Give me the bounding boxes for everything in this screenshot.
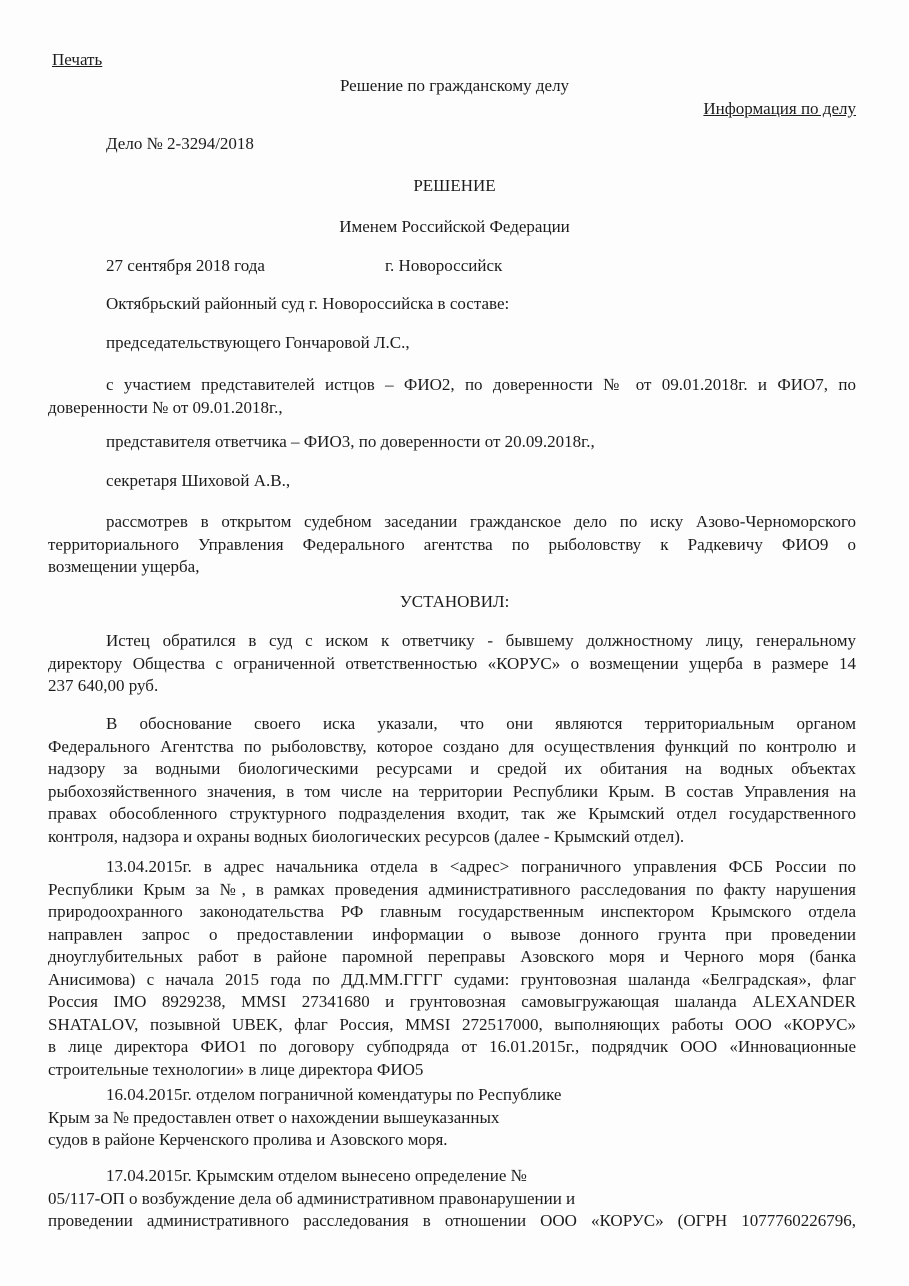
- paragraph-line: строительные технологии» в лице директора ФИО5: [48, 1059, 424, 1079]
- paragraph-line: 16.04.2015г. отделом пограничной комендатуры по Республике: [106, 1085, 562, 1104]
- paragraph-line: с участием представителей истцов – ФИО2, по доверенности № от 09.01.2018г. и ФИО7, по: [106, 375, 856, 394]
- claim-paragraph: [48, 630, 856, 698]
- case-info-link[interactable]: Информация по делу: [703, 99, 856, 118]
- paragraph-line: 05/117-ОП о возбуждение дела об административном правонарушении и: [48, 1188, 576, 1208]
- paragraph-line: проведении административного расследования в отношении ООО «КОРУС» (ОГРН 1077760226796,: [48, 1211, 856, 1230]
- paragraph-line: территориального Управления Федерального агентства по рыболовству к Радкевичу ФИО9 о: [48, 534, 856, 554]
- established-heading: УСТАНОВИЛ:: [399, 592, 510, 611]
- decision-subheading: Именем Российской Федерации: [339, 217, 570, 236]
- paragraph-line: рыбохозяйственного значения, в том числе на территории Республики Крым. В состав Управления на: [48, 781, 856, 801]
- paragraph-line: в лице директора ФИО1 по договору субподряда от 16.01.2015г., подрядчик ООО «Инновационные: [48, 1037, 856, 1056]
- paragraph-line: контроля, надзора и охраны водных биологических ресурсов (далее - Крымский отдел).: [48, 826, 685, 846]
- court-composition: Октябрьский районный суд г. Новороссийска в составе:: [106, 294, 510, 313]
- paragraph-line: доверенности № от 09.01.2018г.,: [48, 397, 283, 417]
- case-number: Дело № 2-3294/2018: [106, 134, 254, 153]
- paragraph-line: Анисимова) с начала 2015 года по ДД.ММ.ГГГГ судами: грунтовозная шаланда «Белградская», флаг: [48, 969, 856, 989]
- paragraph-line: Республики Крым за №, в рамках проведения административного расследования по факту нарушения: [48, 879, 856, 899]
- decision-heading: РЕШЕНИЕ: [413, 176, 496, 195]
- presiding-judge: председательствующего Гончаровой Л.С.,: [106, 333, 410, 352]
- paragraph-line: Крым за № предоставлен ответ о нахождении вышеуказанных: [48, 1107, 500, 1127]
- court-secretary: секретаря Шиховой А.В.,: [106, 471, 291, 490]
- print-link[interactable]: Печать: [52, 50, 103, 69]
- paragraph-line: рассмотрев в открытом судебном заседании гражданское дело по иску Азово-Черноморского: [106, 512, 856, 531]
- paragraph-line: Федерального Агентства по рыболовству, которое создано для осуществления функций по контролю и: [48, 736, 856, 756]
- decision-city: г. Новороссийск: [385, 256, 503, 275]
- determination-paragraph: [48, 1165, 856, 1233]
- paragraph-line: 237 640,00 руб.: [48, 676, 159, 695]
- paragraph-line: директору Общества с ограниченной ответственностью «КОРУС» о возмещении ущерба в размере 14: [48, 653, 856, 673]
- paragraph-line: 13.04.2015г. в адрес начальника отдела в <адрес> пограничного управления ФСБ России по: [106, 857, 856, 876]
- paragraph-line: направлен запрос о предоставлении информации о вывозе донного грунта при проведении: [48, 924, 856, 944]
- paragraph-line: дноуглубительных работ в районе паромной переправы Азовского моря и Черного моря (банка: [48, 947, 856, 966]
- paragraph-line: SHATALOV, позывной UBEK, флаг Россия, MMSI 272517000, выполняющих работы ООО «КОРУС»: [48, 1014, 856, 1034]
- paragraph-line: судов в районе Керченского пролива и Азовского моря.: [48, 1130, 448, 1149]
- paragraph-line: Россия IMO 8929238, MMSI 27341680 и грунтовозная самовыгружающая шаланда ALEXANDER: [48, 992, 856, 1011]
- considered-paragraph: [48, 511, 856, 579]
- paragraph-line: правах обособленного структурного подразделения входит, так же Крымский отдел государственного: [48, 804, 856, 823]
- paragraph-line: природоохранного законодательства РФ главным государственным инспектором Крымского отдела: [48, 902, 856, 921]
- paragraph-line: Истец обратился в суд с иском к ответчику - бывшему должностному лицу, генеральному: [106, 631, 856, 650]
- paragraph-line: 17.04.2015г. Крымским отделом вынесено определение №: [106, 1166, 527, 1185]
- document-title: Решение по гражданскому делу: [339, 76, 570, 95]
- defendant-representative: представителя ответчика – ФИО3, по доверенности от 20.09.2018г.,: [106, 432, 595, 451]
- grounds-paragraph: [48, 713, 856, 848]
- request-paragraph: [48, 856, 856, 1081]
- decision-date: 27 сентября 2018 года: [106, 256, 265, 275]
- paragraph-line: В обоснование своего иска указали, что они являются территориальным органом: [106, 714, 856, 733]
- paragraph-line: надзору за водными биологическими ресурсами и средой их обитания на водных объектах: [48, 759, 856, 778]
- answer-paragraph: [48, 1084, 856, 1152]
- participants-paragraph: [48, 374, 856, 419]
- paragraph-line: возмещении ущерба,: [48, 557, 200, 576]
